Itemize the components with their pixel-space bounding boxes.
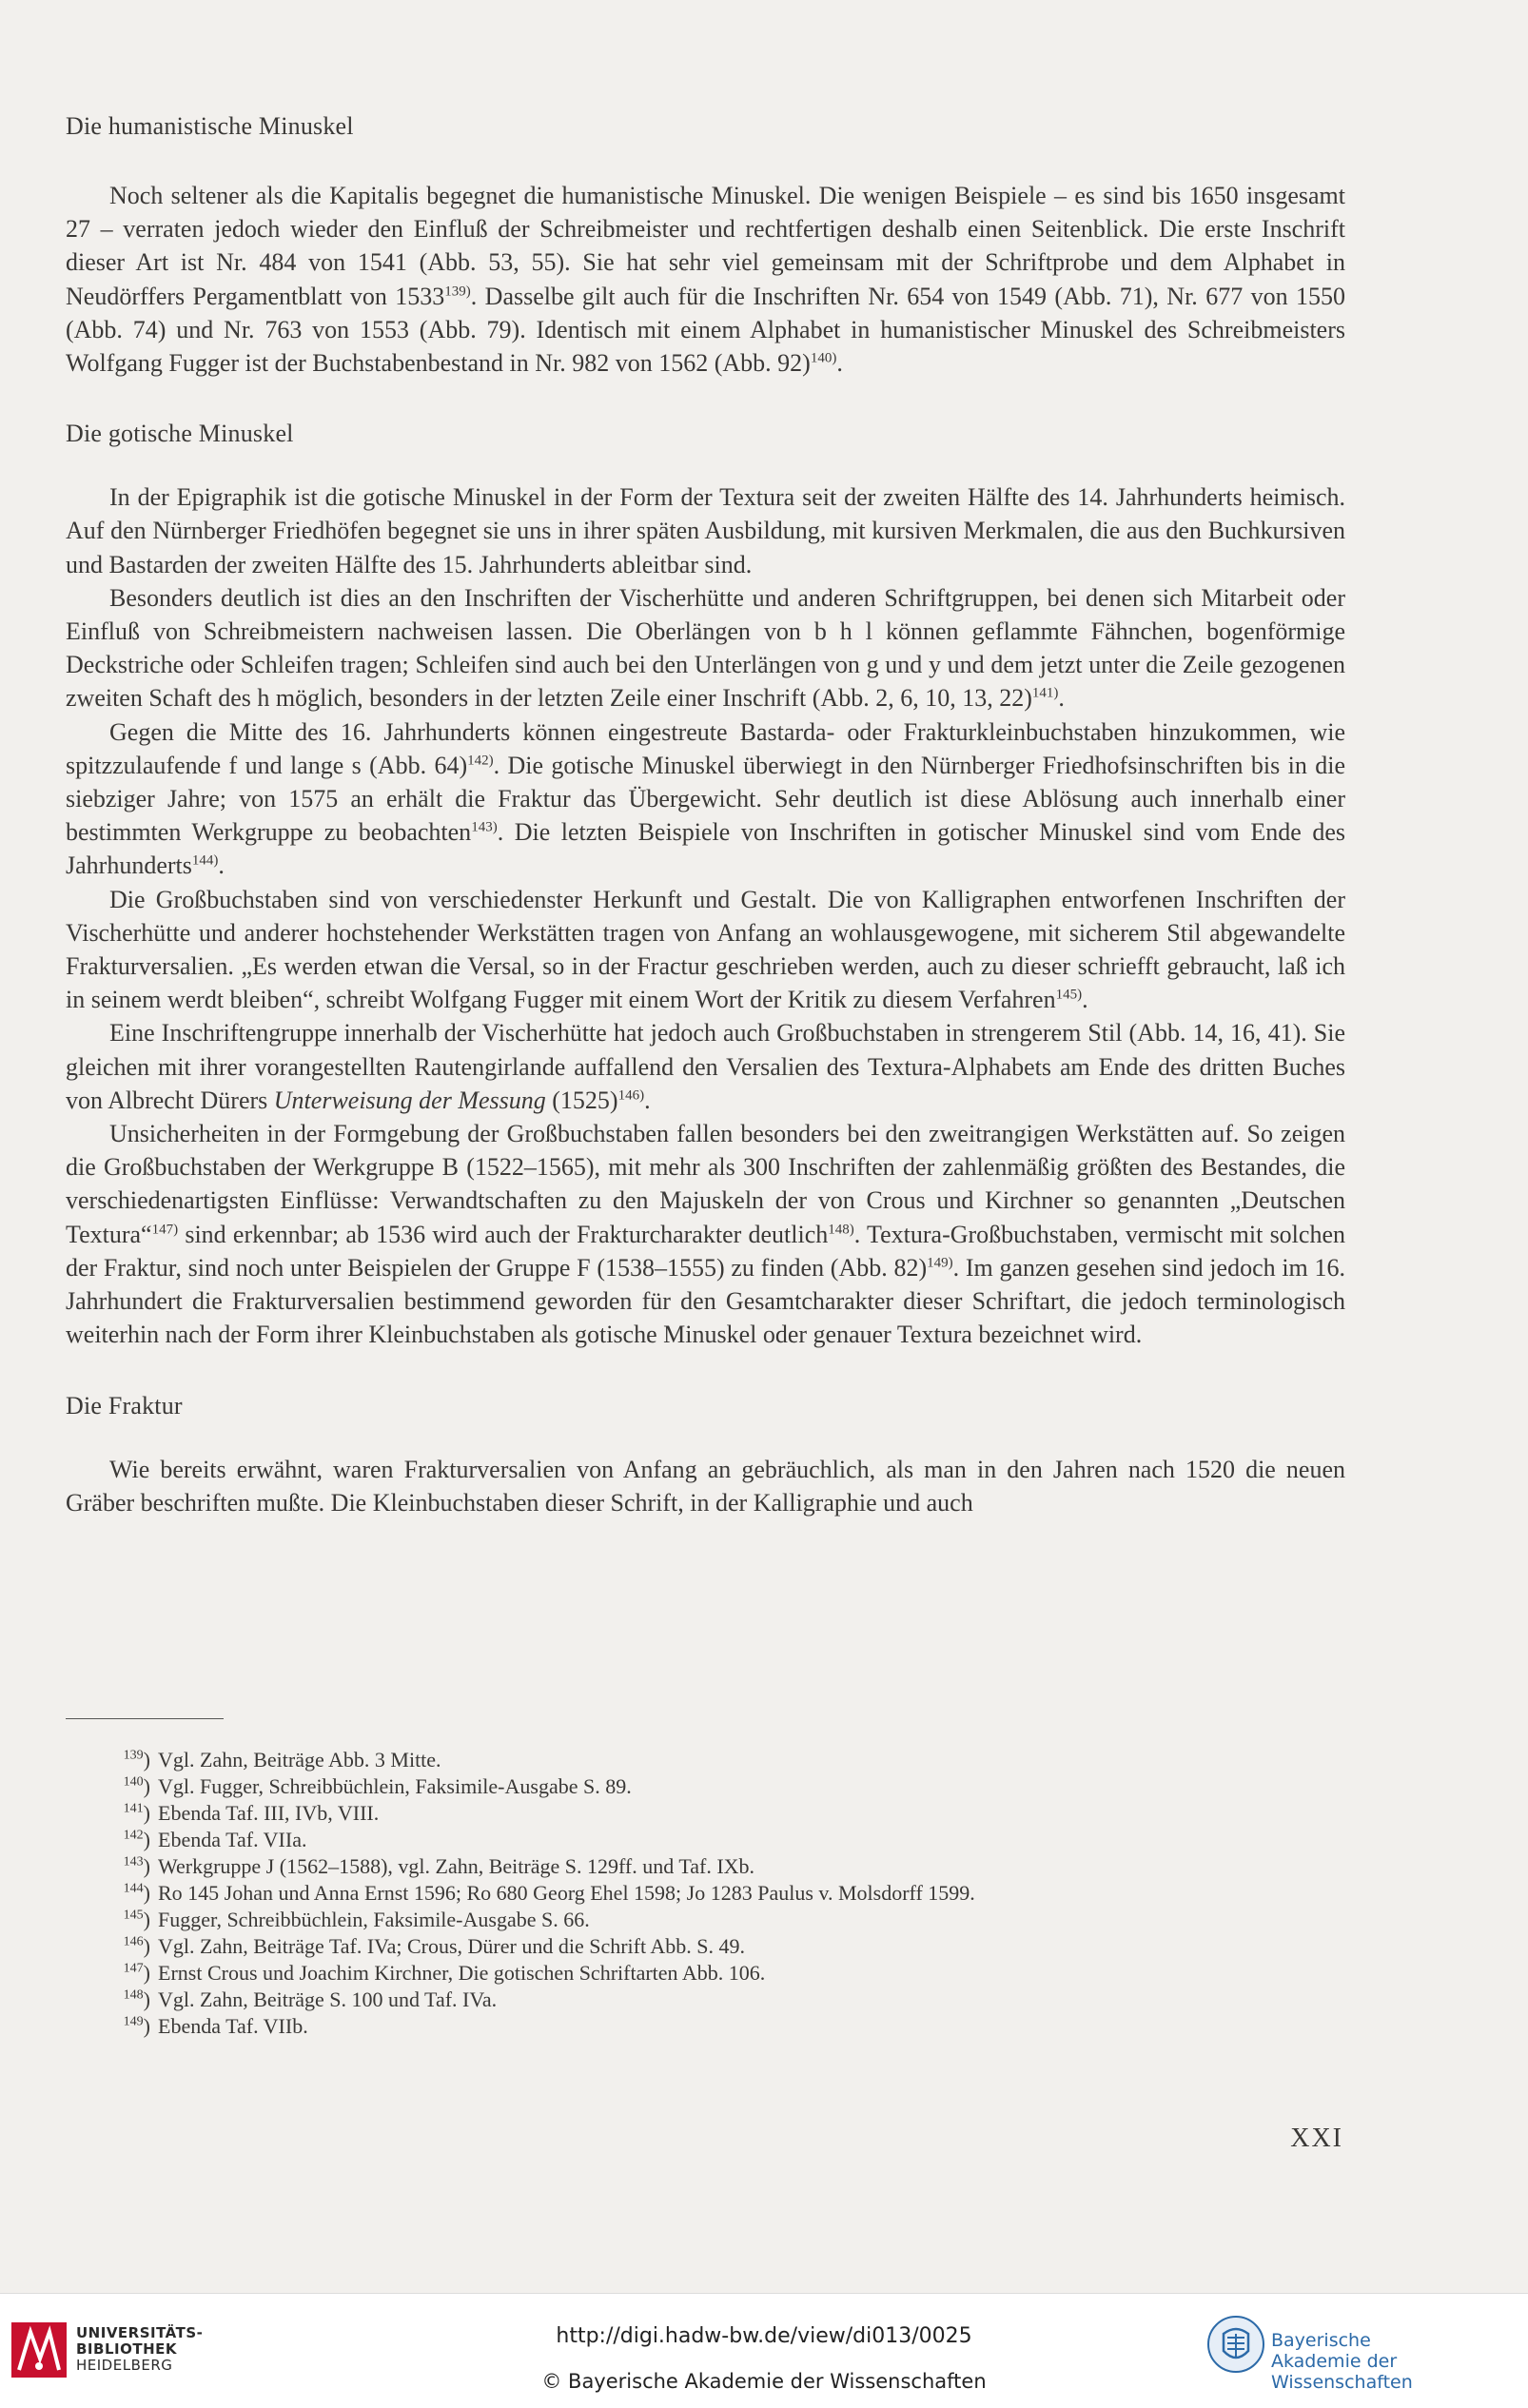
footnote-number: $^{149}$): [123, 2014, 150, 2038]
footnote-text: Ro 145 Johan und Anna Ernst 1596; Ro 680 Georg Ehel 1598; Jo 1283 Paulus v. Molsdorff 1599.: [158, 1881, 975, 1905]
section-heading: Die gotische Minuskel: [66, 420, 294, 448]
permalink-url[interactable]: http://digi.hadw-bw.de/view/di013/0025: [556, 2324, 972, 2348]
footnote-text: Ebenda Taf. III, IVb, VIII.: [158, 1801, 380, 1825]
footnote-text: Ebenda Taf. VIIb.: [158, 2014, 308, 2038]
library-line-3: HEIDELBERG: [76, 2357, 173, 2374]
footnote-reference[interactable]: 149): [927, 1255, 953, 1271]
footnote-number: $^{147}$): [123, 1961, 150, 1985]
section: [66, 1392, 1345, 1519]
footnotes: [74, 1747, 1311, 2040]
footnote-number-value: 149: [123, 2014, 144, 2029]
footnote-number-value: 148: [123, 1987, 144, 2003]
text-run: .: [1058, 684, 1065, 713]
academy-logo-icon[interactable]: [1206, 2315, 1265, 2374]
footnote-reference[interactable]: 144): [191, 852, 219, 869]
library-line-2: BIBLIOTHEK: [76, 2340, 177, 2358]
footnote-number: $^{142}$): [123, 1828, 150, 1851]
footnote: [74, 1907, 1311, 1933]
footnote-number: $^{139}$): [123, 1748, 150, 1772]
text-run: sind erkennbar; ab 1536 wird auch der Frakturcharakter deutlich: [178, 1220, 829, 1248]
footnote-number-value: 141: [123, 1801, 144, 1816]
footnote-text: Ebenda Taf. VIIa.: [158, 1828, 307, 1851]
footnote-text: Vgl. Fugger, Schreibbüchlein, Faksimile-Ausgabe S. 89.: [158, 1774, 632, 1798]
italic-title: Unterweisung der Messung: [273, 1086, 546, 1114]
paragraph: [66, 581, 1345, 715]
footnote: [74, 1880, 1311, 1907]
footnote-number: $^{140}$): [123, 1774, 150, 1798]
footnote-number: $^{146}$): [123, 1934, 150, 1958]
footnote-text: Ernst Crous und Joachim Kirchner, Die gotischen Schriftarten Abb. 106.: [158, 1961, 766, 1985]
text-run: . Textura-Großbuchstaben, vermischt mit solchen der Fraktur, sind noch unter Beispielen der Gruppe F (1538–1555) zu finden (Abb. 82): [66, 1220, 1345, 1282]
footnote-reference[interactable]: 143): [471, 819, 498, 835]
footnote: [74, 1853, 1311, 1880]
footnote-reference[interactable]: 140): [810, 350, 837, 366]
footnote-reference[interactable]: 146): [617, 1087, 645, 1104]
footnote: [74, 2013, 1311, 2040]
footnote: [74, 1827, 1311, 1853]
footnote-number-value: 146: [123, 1934, 144, 1949]
text-run: Besonders deutlich ist dies an den Inschriften der Vischerhütte und anderen Schriftgruppen, bei denen sich Mitarbeit oder Einfluß von Schreibmeistern nachweisen lassen. Die Oberlängen von b h l können geflammte Fähnchen, bogenförmige Deckstriche oder Schleifen tragen; Schleifen sind auch bei den Unterlängen von g und y und dem jetzt unter die Zeile gezogenen zweiten Schaft des h möglich, besonders in der letzten Zeile einer Inschrift (Abb. 2, 6, 10, 13, 22): [66, 583, 1345, 713]
paragraph: [66, 1117, 1345, 1351]
footnote-number-value: 145: [123, 1908, 144, 1923]
footnote-reference[interactable]: 139): [444, 283, 471, 299]
text-run: .: [1082, 986, 1088, 1014]
footnote-number: $^{148}$): [123, 1987, 150, 2011]
footnote-reference[interactable]: 147): [151, 1222, 179, 1238]
viewer-footer: [0, 2293, 1528, 2408]
text-run: .: [218, 852, 225, 880]
footnote: [74, 1773, 1311, 1800]
text-run: . Dasselbe gilt auch für die Inschriften Nr. 654 von 1549 (Abb. 71), Nr. 677 von 1550 (Abb. 74) und Nr. 763 von 1553 (Abb. 79). Identisch mit einem Alphabet in humanistischer Minuskel des Schreibmeisters Wolfgang Fugger ist der Buchstabenbestand in Nr. 982 von 1562 (Abb. 92): [66, 282, 1345, 378]
text-run: (1525): [545, 1086, 618, 1114]
text-run: .: [644, 1086, 651, 1114]
library-line-1: UNIVERSITÄTS-: [76, 2324, 204, 2341]
footnote: [74, 1800, 1311, 1827]
footnote-text: Vgl. Zahn, Beiträge Taf. IVa; Crous, Dürer und die Schrift Abb. S. 49.: [158, 1934, 745, 1958]
text-run: Wie bereits erwähnt, waren Frakturversalien von Anfang an gebräuchlich, als man in den Jahren nach 1520 die neuen Gräber beschriften mußte. Die Kleinbuchstaben dieser Schrift, in der Kalligraphie und auch: [66, 1455, 1345, 1517]
text-run: Eine Inschriftengruppe innerhalb der Vischerhütte hat jedoch auch Großbuchstaben in strengerem Stil (Abb. 14, 16, 41). Sie gleichen mit ihrer vorangestellten Rautengirlande auffallend den Versalien des Textura-Alphabets am Ende des dritten Buches von Albrecht Dürers: [66, 1019, 1345, 1114]
footnote-number-value: 144: [123, 1881, 144, 1896]
footnote-number: $^{141}$): [123, 1801, 150, 1825]
footnote-reference[interactable]: 145): [1055, 987, 1083, 1003]
footnote: [74, 1933, 1311, 1960]
footnote-number-value: 142: [123, 1828, 144, 1843]
footnote-number-value: 147: [123, 1961, 144, 1976]
footnote-reference[interactable]: 142): [467, 753, 494, 769]
paragraph: [66, 1016, 1345, 1117]
academy-line-1: Bayerische: [1271, 2330, 1371, 2351]
text-run: Gegen die Mitte des 16. Jahrhunderts können eingestreute Bastarda- oder Frakturkleinbuchstaben hinzukommen, wie spitzzulaufende f und lange s (Abb. 64): [66, 717, 1345, 779]
section-heading: Die Fraktur: [66, 1391, 183, 1419]
footnote-number-value: 140: [123, 1774, 144, 1790]
text-run: . Die gotische Minuskel überwiegt in den Nürnberger Friedhofsinschriften bis in die siebziger Jahre; von 1575 an erhält die Fraktur das Übergewicht. Sehr deutlich ist diese Ablösung auch innerhalb einer bestimmten Werkgruppe zu beobachten: [66, 751, 1345, 847]
paragraph: [66, 480, 1345, 581]
text-run: .: [836, 349, 843, 378]
footnote-text: Vgl. Zahn, Beiträge S. 100 und Taf. IVa.: [158, 1987, 498, 2011]
footnote-rule: [66, 1718, 224, 1719]
text-run: Die Großbuchstaben sind von verschiedenster Herkunft und Gestalt. Die von Kalligraphen entworfenen Inschriften der Vischerhütte und anderer hochstehender Werkstätten tragen von Anfang an wohlausgewogene, mit sicherem Stil abgewandelte Frakturversalien. „Es werden etwan die Versal, so in der Fractur geschrieben werden, auch zu dieser schriefft gebraucht, laß ich in seinem werdt bleiben“, schreibt Wolfgang Fugger mit einem Wort der Kritik zu diesem Verfahren: [66, 885, 1345, 1014]
copyright-notice: © Bayerische Akademie der Wissenschaften: [541, 2370, 987, 2393]
text-run: In der Epigraphik ist die gotische Minuskel in der Form der Textura seit der zweiten Hälfte des 14. Jahrhunderts heimisch. Auf den Nürnberger Friedhöfen begegnet sie uns in ihrer späten Ausbildung, mit kursiven Merkmalen, die aus den Buchkursiven und Bastarden der zweiten Hälfte des 15. Jahrhunderts ableitbar sind.: [66, 483, 1345, 578]
text-run: . Im ganzen gesehen sind jedoch im 16. Jahrhundert die Frakturversalien bestimmend geworden für den Gesamtcharakter dieser Schriftart, die jedoch terminologisch weiterhin nach der Form ihrer Kleinbuchstaben als gotische Minuskel oder genauer Textura bezeichnet wird.: [66, 1253, 1345, 1349]
section: [66, 112, 1345, 380]
page-number: XXI: [1290, 2124, 1343, 2153]
footnote-reference[interactable]: 141): [1031, 685, 1059, 701]
footnote: [74, 1747, 1311, 1773]
footnote-text: Vgl. Zahn, Beiträge Abb. 3 Mitte.: [158, 1748, 441, 1772]
footnote: [74, 1987, 1311, 2013]
footnote-number: $^{143}$): [123, 1854, 150, 1878]
text-run: Noch seltener als die Kapitalis begegnet die humanistische Minuskel. Die wenigen Beispiele – es sind bis 1650 insgesamt 27 – verraten jedoch wieder den Einfluß der Schreibmeister und rechtfertigen deshalb einen Seitenblick. Die erste Inschrift dieser Art ist Nr. 484 von 1541 (Abb. 53, 55). Sie hat sehr viel gemeinsam mit der Schriftprobe und dem Alphabet in Neudörffers Pergamentblatt von 1533: [66, 182, 1345, 310]
footnote-number: $^{145}$): [123, 1908, 150, 1931]
section: [66, 420, 1345, 1351]
academy-line-2: Akademie der Wissenschaften: [1271, 2351, 1413, 2393]
academy-name[interactable]: [1271, 2330, 1528, 2393]
footnote-text: Fugger, Schreibbüchlein, Faksimile-Ausgabe S. 66.: [158, 1908, 590, 1931]
footnote-number-value: 143: [123, 1854, 144, 1870]
footnote-number: $^{144}$): [123, 1881, 150, 1905]
section-heading: Die humanistische Minuskel: [66, 112, 354, 140]
main-text: [66, 112, 1345, 1559]
paragraph: [66, 715, 1345, 883]
paragraph: [66, 883, 1345, 1017]
text-run: Unsicherheiten in der Formgebung der Großbuchstaben fallen besonders bei den zweitrangigen Werkstätten auf. So zeigen die Großbuchstaben der Werkgruppe B (1522–1565), mit mehr als 300 Inschriften der zahlenmäßig größten des Bestandes, die verschiedenartigsten Einflüsse: Verwandtschaften zu den Majuskeln der von Crous und Kirchner so genannten „Deutschen Textura“: [66, 1120, 1345, 1248]
footnote: [74, 1960, 1311, 1987]
footnote-text: Werkgruppe J (1562–1588), vgl. Zahn, Beiträge S. 129ff. und Taf. IXb.: [158, 1854, 755, 1878]
text-run: . Die letzten Beispiele von Inschriften in gotischer Minuskel sind vom Ende des Jahrhunderts: [66, 818, 1345, 880]
paragraph: [66, 1453, 1345, 1519]
paragraph: [66, 179, 1345, 380]
footnote-reference[interactable]: 148): [828, 1222, 854, 1238]
footnote-number-value: 139: [123, 1748, 144, 1763]
